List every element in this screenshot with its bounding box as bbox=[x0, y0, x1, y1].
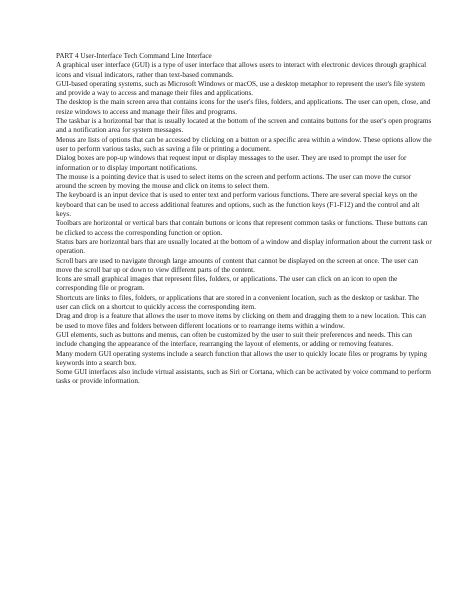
paragraph-customization: GUI elements, such as buttons and menus, can often be customized by the user to suit their preferences and needs. This can include changing the appearance of the interface, rearranging the layout of elements, or adding or removing features. bbox=[56, 330, 412, 349]
paragraph-dialog-boxes: Dialog boxes are pop-up windows that request input or display messages to the user. They are used to prompt the user for information or to display important notifications. bbox=[56, 154, 407, 172]
paragraph-keyboard: The keyboard is an input device that is used to enter text and perform various functions. There are several special keys on the keyboard that can be used to access additional features and options, such as the function keys (F1-F12) and the control and alt keys. bbox=[56, 191, 420, 219]
paragraph-status-bars: Status bars are horizontal bars that are usually located at the bottom of a window and display information about the current task or operation. bbox=[56, 237, 432, 256]
paragraph-toolbars: Toolbars are horizontal or vertical bars that contain buttons or icons that represent common tasks or functions. These buttons can be clicked to access the corresponding function or option. bbox=[56, 219, 428, 237]
paragraph-menus: Menus are lists of options that can be accessed by clicking on a button or a specific area within a window. These options allow the user to perform various tasks, such as saving a file or printing a document. bbox=[56, 135, 432, 153]
paragraph-gui-os: GUI-based operating systems, such as Microsoft Windows or macOS, use a desktop metaphor to represent the user's file system and provide a way to access and manage their files and applications. bbox=[56, 79, 425, 98]
paragraph-gui-definition: A graphical user interface (GUI) is a type of user interface that allows users to interact with electronic devices through graphical icons and visual indicators, rather than text-based commands. bbox=[56, 61, 427, 79]
paragraph-taskbar: The taskbar is a horizontal bar that is usually located at the bottom of the screen and contains buttons for the user's open programs and a notification area for system messages. bbox=[56, 117, 432, 135]
paragraph-search: Many modern GUI operating systems include a search function that allows the user to quickly locate files or programs by typing keywords into a search box. bbox=[56, 349, 427, 367]
paragraph-virtual-assistants: Some GUI interfaces also include virtual assistants, such as Siri or Cortana, which can be activated by voice command to perform tasks or provide information. bbox=[56, 368, 431, 386]
paragraph-icons: Icons are small graphical images that represent files, folders, or applications. The user can click on an icon to open the corresponding file or program. bbox=[56, 275, 398, 293]
paragraph-mouse: The mouse is a pointing device that is used to select items on the screen and perform actions. The user can move the cursor around the screen by moving the mouse and click on items to select them. bbox=[56, 172, 412, 191]
paragraph-shortcuts: Shortcuts are links to files, folders, or applications that are stored in a convenient location, such as the desktop or taskbar. The user can click on a shortcut to quickly access the corresponding item. bbox=[56, 293, 420, 312]
document-page bbox=[56, 52, 432, 387]
paragraph-drag-and-drop: Drag and drop is a feature that allows the user to move items by clicking on them and dragging them to a new location. This can be used to move files and folders between different locations or to rearrange items within a window. bbox=[56, 312, 426, 330]
paragraph-desktop: The desktop is the main screen area that contains icons for the user's files, folders, and applications. The user can open, close, and resize windows to access and manage their files and programs. bbox=[56, 98, 431, 116]
document-heading: PART 4 User-Interface Tech Command Line Interface bbox=[56, 52, 212, 60]
paragraph-scroll-bars: Scroll bars are used to navigate through large amounts of content that cannot be displayed on the screen at once. The user can move the scroll bar up or down to view different parts of the content. bbox=[56, 256, 419, 274]
